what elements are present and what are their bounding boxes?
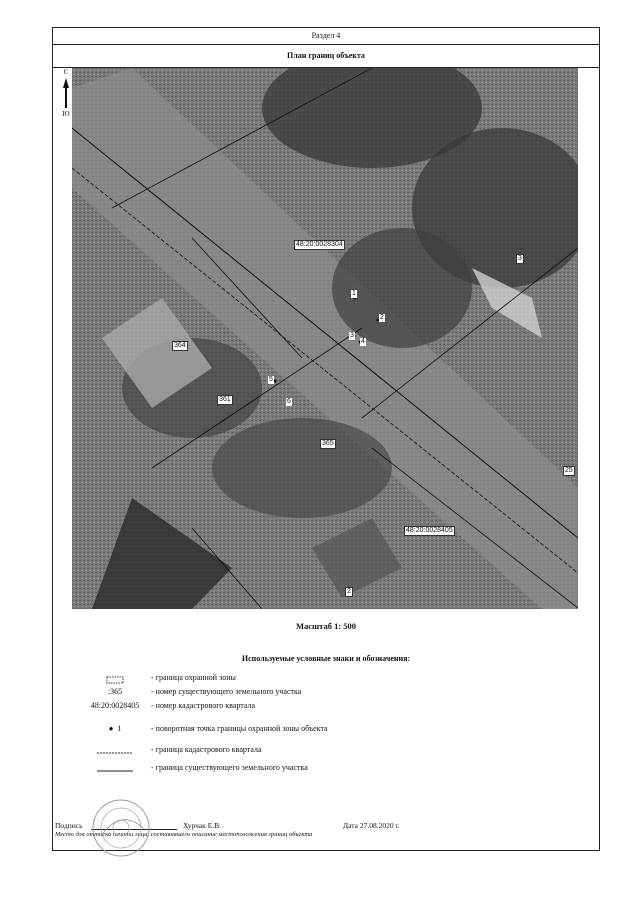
plot-label-364: 364	[174, 342, 186, 349]
legend-item-kvartal-boundary: - граница кадастрового квартала	[53, 744, 599, 756]
compass	[61, 68, 71, 124]
document-frame	[52, 27, 600, 851]
compass-north-label: С	[63, 68, 69, 76]
legend-item-plot-number: :365 - номер существующего земельного участка	[107, 687, 302, 696]
aerial-photo	[72, 68, 578, 609]
section-header: Раздел 4	[53, 28, 599, 45]
legend-item-kvartal-number: 48:20:0028405 - номер кадастрового квартала	[90, 701, 256, 710]
point-label-2: 2	[380, 314, 384, 321]
point-label-4: 4	[361, 338, 365, 345]
legend-item-plot-boundary: - граница существующего земельного участка	[53, 762, 599, 774]
stamp-note: Место для оттиска печати лица, составившего описание местоположения границ объекта	[55, 831, 313, 838]
signature-date: Дата 27.08.2020 г.	[343, 821, 400, 830]
kvartal-label-top: 48:20:0028304	[296, 241, 343, 248]
aerial-map	[72, 68, 578, 609]
legend-item-turning-point: ● 1 - поворотная точка границы охранной зоны объекта	[53, 723, 599, 735]
point-label-6: 6	[287, 398, 291, 405]
plot-label-25: 25	[565, 467, 573, 474]
plot-label-361: 361	[219, 396, 231, 403]
legend-title: Используемые условные знаки и обозначения:	[241, 654, 411, 663]
scale-label: Масштаб 1: 500	[295, 621, 357, 631]
seal-stamp-icon	[91, 798, 151, 858]
compass-south-label: Ю	[62, 110, 70, 118]
compass-arrow-icon	[63, 78, 69, 108]
kvartal-label-bottom: 48:20:0028405	[406, 527, 453, 534]
plot-label-3: 3	[518, 255, 522, 262]
point-label-5: 5	[269, 376, 273, 383]
kvartal-boundary-line-icon	[83, 747, 147, 759]
point-label-1: 1	[352, 290, 356, 297]
signer-name: Хурчак Е.В.	[183, 821, 222, 830]
point-label-3: 3	[350, 332, 354, 339]
page-title: План границ объекта	[53, 44, 599, 68]
legend-item-zone: - граница охранной зоны	[53, 672, 599, 684]
turning-point-icon: ● 1	[108, 724, 122, 733]
plot-label-365: 365	[322, 440, 334, 447]
plot-label-2: 2	[347, 588, 351, 595]
signature-label: Подпись	[55, 821, 83, 830]
zone-boundary-icon	[83, 674, 147, 686]
plot-boundary-line-icon	[83, 765, 147, 777]
